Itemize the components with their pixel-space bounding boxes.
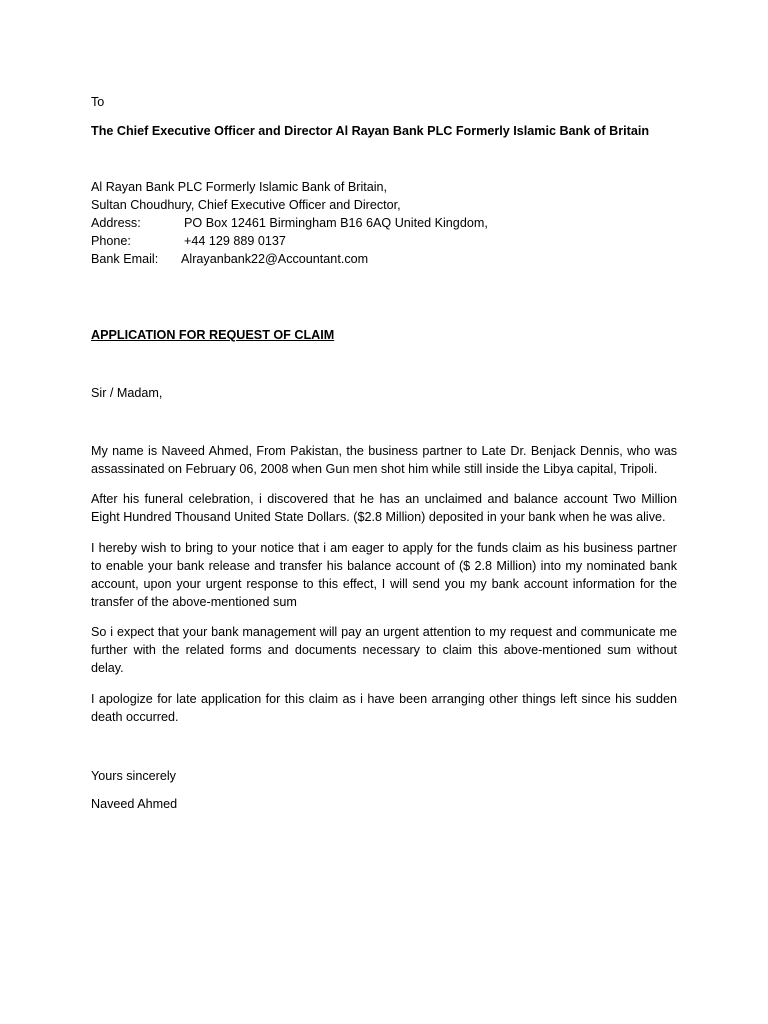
- salutation: Sir / Madam,: [91, 386, 163, 400]
- phone-row: [91, 232, 677, 250]
- email-row: [91, 250, 677, 268]
- paragraph-4: So i expect that your bank management will pay an urgent attention to my request and communicate me further with the related forms and documents necessary to claim this above-mentioned sum without delay.: [91, 625, 677, 675]
- phone-label: Phone:: [91, 234, 131, 248]
- address-line-2: Sultan Choudhury, Chief Executive Officer and Director,: [91, 198, 401, 212]
- recipient-title: The Chief Executive Officer and Director Al Rayan Bank PLC Formerly Islamic Bank of Britain: [91, 124, 650, 138]
- paragraph-2: After his funeral celebration, i discovered that he has an unclaimed and balance account Two Million Eight Hundred Thousand United State Dollars. ($2.8 Million) deposited in your bank when he was alive.: [91, 492, 677, 524]
- address-label: Address:: [91, 216, 141, 230]
- address-block: [91, 178, 677, 268]
- signature: Naveed Ahmed: [91, 797, 178, 811]
- to-label: To: [91, 95, 105, 109]
- email-label: Bank Email:: [91, 252, 159, 266]
- paragraph-3: I hereby wish to bring to your notice that i am eager to apply for the funds claim as his business partner to enable your bank release and transfer his balance account of ($ 2.8 Million) into my nominated bank account, upon your urgent response to this effect, I will send you my bank account information for the transfer of the above-mentioned sum: [91, 541, 677, 609]
- subject-heading: APPLICATION FOR REQUEST OF CLAIM: [91, 328, 335, 342]
- email-value: Alrayanbank22@Accountant.com: [181, 252, 369, 266]
- address-value: PO Box 12461 Birmingham B16 6AQ United Kingdom,: [184, 216, 488, 230]
- address-row: [91, 214, 677, 232]
- closing: Yours sincerely: [91, 769, 176, 783]
- phone-value: +44 129 889 0137: [184, 234, 286, 248]
- address-line-1: Al Rayan Bank PLC Formerly Islamic Bank of Britain,: [91, 180, 388, 194]
- paragraph-1: My name is Naveed Ahmed, From Pakistan, the business partner to Late Dr. Benjack Dennis, who was assassinated on February 06, 2008 when Gun men shot him while still inside the Libya capital, Tripoli.: [91, 444, 677, 476]
- paragraph-5: I apologize for late application for this claim as i have been arranging other things left since his sudden death occurred.: [91, 692, 677, 724]
